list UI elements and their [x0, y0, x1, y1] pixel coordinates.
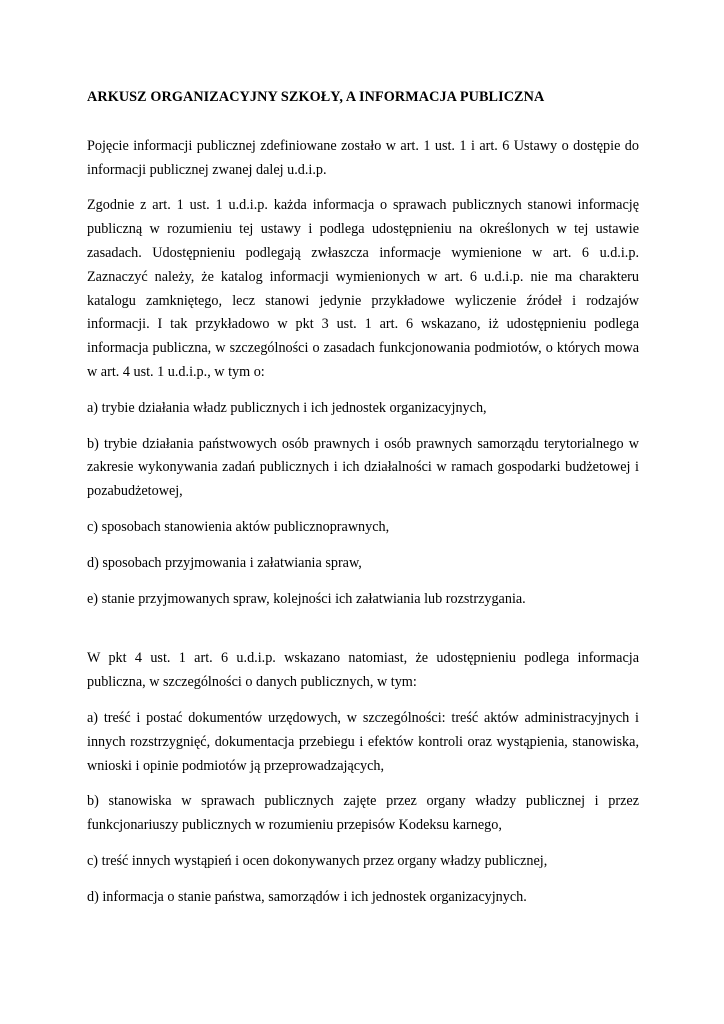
document-page [87, 86, 639, 922]
list1-item-d: d) sposobach przyjmowania i załatwiania spraw, [87, 554, 362, 571]
section-spacer [87, 623, 639, 647]
list1-item-e: e) stanie przyjmowanych spraw, kolejności ich załatwiania lub rozstrzygania. [87, 590, 526, 607]
list2-item-b: b) stanowiska w sprawach publicznych zajęte przez organy władzy publicznej i przez funkcjonariuszy publicznych w rozumieniu przepisów Kodeksu karnego, [87, 793, 639, 834]
list1-item-c: c) sposobach stanowienia aktów publicznoprawnych, [87, 518, 390, 535]
paragraph-art1: Zgodnie z art. 1 ust. 1 u.d.i.p. każda informacja o sprawach publicznych stanowi informację publiczną w rozumieniu tej ustawy i podlega udostępnieniu na określonych w tej ustawie zasadach. Udostępnieniu podlegają zwłaszcza informacje wymienione w art. 6 u.d.i.p. Zaznaczyć należy, że katalog informacji wymienionych w art. 6 u.d.i.p. nie ma charakteru katalogu zamkniętego, lecz stanowi jedynie przykładowe wyliczenie źródeł i rodzajów informacji. I tak przykładowo w pkt 3 ust. 1 art. 6 wskazano, iż udostępnieniu podlega informacja publiczna, w szczególności o zasadach funkcjonowania podmiotów, o których mowa w art. 4 ust. 1 u.d.i.p., w tym o: [87, 197, 639, 380]
list2-item-a: a) treść i postać dokumentów urzędowych, w szczególności: treść aktów administracyjnych i innych rozstrzygnięć, dokumentacja przebiegu i efektów kontroli oraz wystąpienia, stanowiska, wnioski i opinie podmiotów ją przeprowadzających, [87, 709, 639, 774]
list2-item-d: d) informacja o stanie państwa, samorządów i ich jednostek organizacyjnych. [87, 888, 527, 905]
list1-item-b: b) trybie działania państwowych osób prawnych i osób prawnych samorządu terytorialnego w zakresie wykonywania zadań publicznych i ich działalności w ramach gospodarki budżetowej i pozabudżetowej, [87, 435, 639, 500]
list1-item-a: a) trybie działania władz publicznych i ich jednostek organizacyjnych, [87, 399, 487, 416]
list2-item-c: c) treść innych wystąpień i ocen dokonywanych przez organy władzy publicznej, [87, 852, 548, 869]
paragraph-pkt4: W pkt 4 ust. 1 art. 6 u.d.i.p. wskazano natomiast, że udostępnieniu podlega informacja publiczna, w szczególności o danych publicznych, w tym: [87, 650, 639, 691]
document-title: ARKUSZ ORGANIZACYJNY SZKOŁY, A INFORMACJA PUBLICZNA [87, 89, 545, 105]
paragraph-definition: Pojęcie informacji publicznej zdefiniowane zostało w art. 1 ust. 1 i art. 6 Ustawy o dostępie do informacji publicznej zwanej dalej u.d.i.p. [87, 137, 639, 178]
